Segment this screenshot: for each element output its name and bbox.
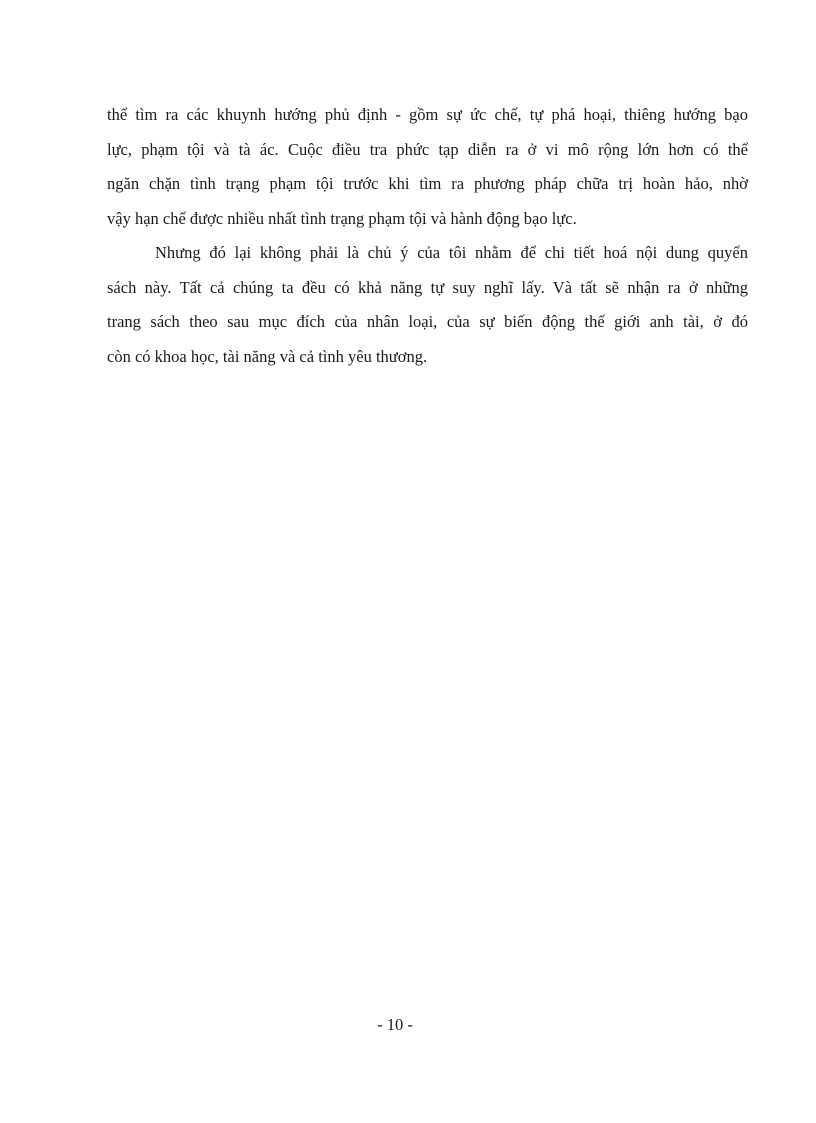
paragraph-line: vậy hạn chế được nhiều nhất tình trạng phạm tội và hành động bạo lực. [107, 208, 577, 228]
body-text [107, 98, 748, 374]
paragraph-2 [107, 236, 748, 374]
paragraph-line: sách này. Tất cả chúng ta đều có khả năng tự suy nghĩ lấy. Và tất sẽ nhận ra ở những [107, 277, 748, 297]
paragraph-line: còn có khoa học, tài năng và cả tình yêu thương. [107, 346, 428, 366]
paragraph-line: Nhưng đó lại không phải là chủ ý của tôi nhằm để chi tiết hoá nội dung quyển [155, 243, 748, 262]
paragraph-line: ngăn chặn tình trạng phạm tội trước khi tìm ra phương pháp chữa trị hoàn hảo, nhờ [107, 174, 748, 193]
paragraph-line: lực, phạm tội và tà ác. Cuộc điều tra phức tạp diễn ra ở vi mô rộng lớn hơn có thể [107, 139, 748, 159]
page-number: - 10 - [377, 1015, 413, 1034]
paragraph-1 [107, 98, 748, 236]
paragraph-line: thể tìm ra các khuynh hướng phủ định - gồm sự ức chế, tự phá hoại, thiêng hướng bạo [107, 105, 748, 124]
paragraph-line: trang sách theo sau mục đích của nhân loại, của sự biến động thế giới anh tài, ở đó [107, 312, 748, 331]
